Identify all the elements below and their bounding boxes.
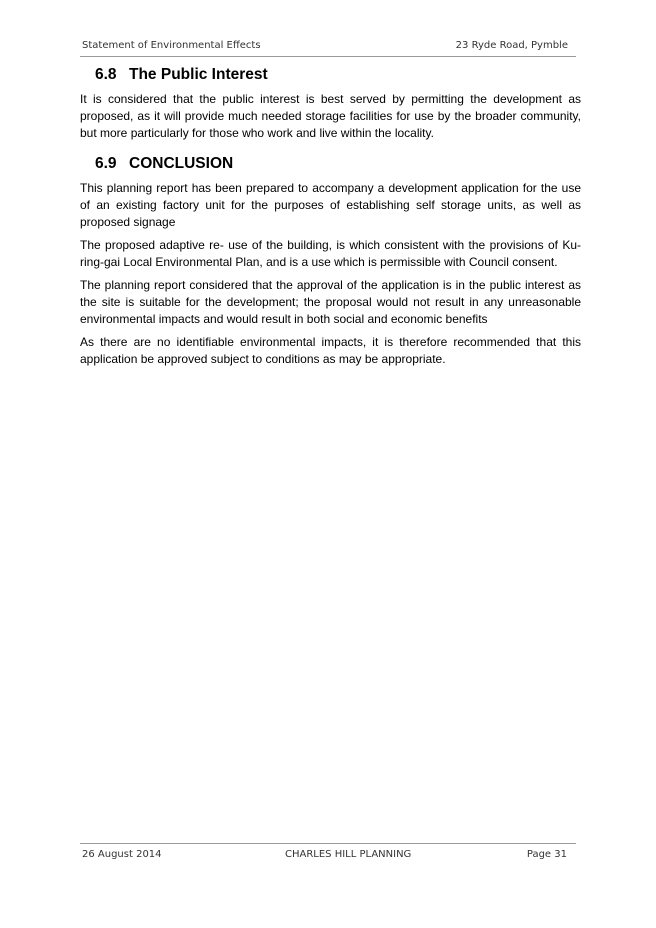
footer-company-name: CHARLES HILL PLANNING bbox=[285, 849, 412, 860]
footer-date: 26 August 2014 bbox=[82, 849, 162, 860]
page-footer bbox=[80, 843, 576, 868]
section-heading-conclusion bbox=[80, 155, 581, 173]
section-number: 6.9 bbox=[95, 155, 117, 172]
header-document-title: Statement of Environmental Effects bbox=[82, 40, 261, 51]
paragraph-conclusion-4: As there are no identifiable environmental impacts, it is therefore recommended that this application be approved subject to conditions as may be appropriate. bbox=[80, 335, 581, 366]
paragraph-public-interest: It is considered that the public interest is best served by permitting the development as proposed, as it will provide much needed storage facilities for use by the broader community, but more particularly for those who work and live within the locality. bbox=[80, 92, 581, 140]
section-number: 6.8 bbox=[95, 66, 117, 83]
footer-page-number: Page 31 bbox=[526, 849, 567, 860]
page-header bbox=[80, 40, 576, 57]
paragraph-conclusion-3: The planning report considered that the approval of the application is in the public interest as the site is suitable for the development; the proposal would not result in any unreasonable environmental impacts and would result in both social and economic benefits bbox=[80, 278, 581, 326]
section-title: The Public Interest bbox=[129, 66, 268, 83]
header-site-address: 23 Ryde Road, Pymble bbox=[455, 40, 568, 51]
paragraph-conclusion-1: This planning report has been prepared to accompany a development application for the use of an existing factory unit for the purposes of establishing self storage units, as well as proposed signage bbox=[80, 181, 581, 229]
page-content bbox=[80, 66, 581, 368]
section-heading-public-interest bbox=[80, 66, 581, 84]
paragraph-conclusion-2: The proposed adaptive re- use of the building, is which consistent with the provisions of Ku-ring-gai Local Environmental Plan, and is a use which is permissible with Council consent. bbox=[80, 238, 581, 269]
section-title: CONCLUSION bbox=[129, 155, 234, 172]
